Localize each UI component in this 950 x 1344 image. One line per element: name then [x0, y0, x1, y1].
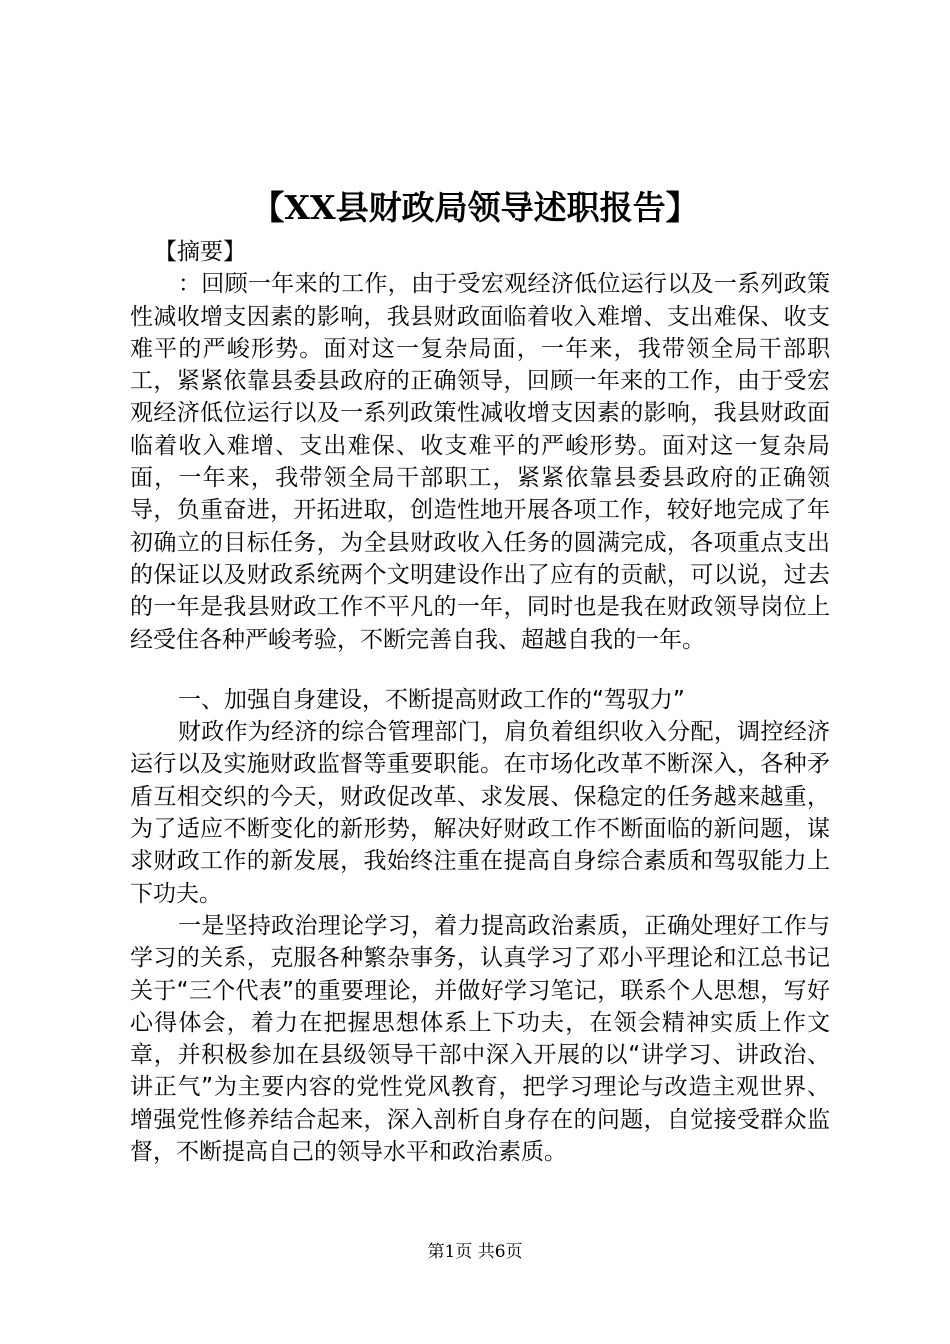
- document-title: 【XX县财政局领导述职报告】: [251, 188, 699, 227]
- paragraph-spacer: [130, 656, 830, 684]
- body-paragraph-2: 一是坚持政治理论学习，着力提高政治素质，正确处理好工作与学习的关系，克服各种繁杂事务，认真学习了邓小平理论和江总书记关于“三个代表”的重要理论，并做好学习笔记，联系个人思想，写好心得体会，着力在把握思想体系上下功夫，在领会精神实质上作文章，并积极参加在县级领导干部中深入开展的以“讲学习、讲政治、讲正气”为主要内容的党性党风教育，把学习理论与改造主观世界、增强党性修养结合起来，深入剖析自身存在的问题，自觉接受群众监督，不断提高自己的领导水平和政治素质。: [130, 912, 830, 1166]
- document-body: [130, 236, 830, 1168]
- body-paragraph-1: 财政作为经济的综合管理部门，肩负着组织收入分配，调控经济运行以及实施财政监督等重要职能。在市场化改革不断深入，各种矛盾互相交织的今天，财政促改革、求发展、保稳定的任务越来越重，为了适应不断变化的新形势，解决好财政工作不断面临的新问题，谋求财政工作的新发展，我始终注重在提高自身综合素质和驾驭能力上下功夫。: [130, 719, 830, 907]
- section-heading-1: 一、加强自身建设，不断提高财政工作的“驾驭力”: [178, 686, 685, 713]
- abstract-paragraph: ：回顾一年来的工作，由于受宏观经济低位运行以及一系列政策性减收增支因素的影响，我县财政面临着收入难增、支出难保、收支难平的严峻形势。面对这一复杂局面，一年来，我带领全局干部职工，紧紧依靠县委县政府的正确领导，回顾一年来的工作，由于受宏观经济低位运行以及一系列政策性减收增支因素的影响，我县财政面临着收入难增、支出难保、收支难平的严峻形势。面对这一复杂局面，一年来，我带领全局干部职工，紧紧依靠县委县政府的正确领导，负重奋进，开拓进取，创造性地开展各项工作，较好地完成了年初确立的目标任务，为全县财政收入任务的圆满完成，各项重点支出的保证以及财政系统两个文明建设作出了应有的贡献，可以说，过去的一年是我县财政工作不平凡的一年，同时也是我在财政领导岗位上经受住各种严峻考验，不断完善自我、超越自我的一年。: [130, 271, 830, 653]
- page-footer: 第1页 共6页: [427, 1242, 523, 1262]
- abstract-label: 【摘要】: [154, 239, 246, 265]
